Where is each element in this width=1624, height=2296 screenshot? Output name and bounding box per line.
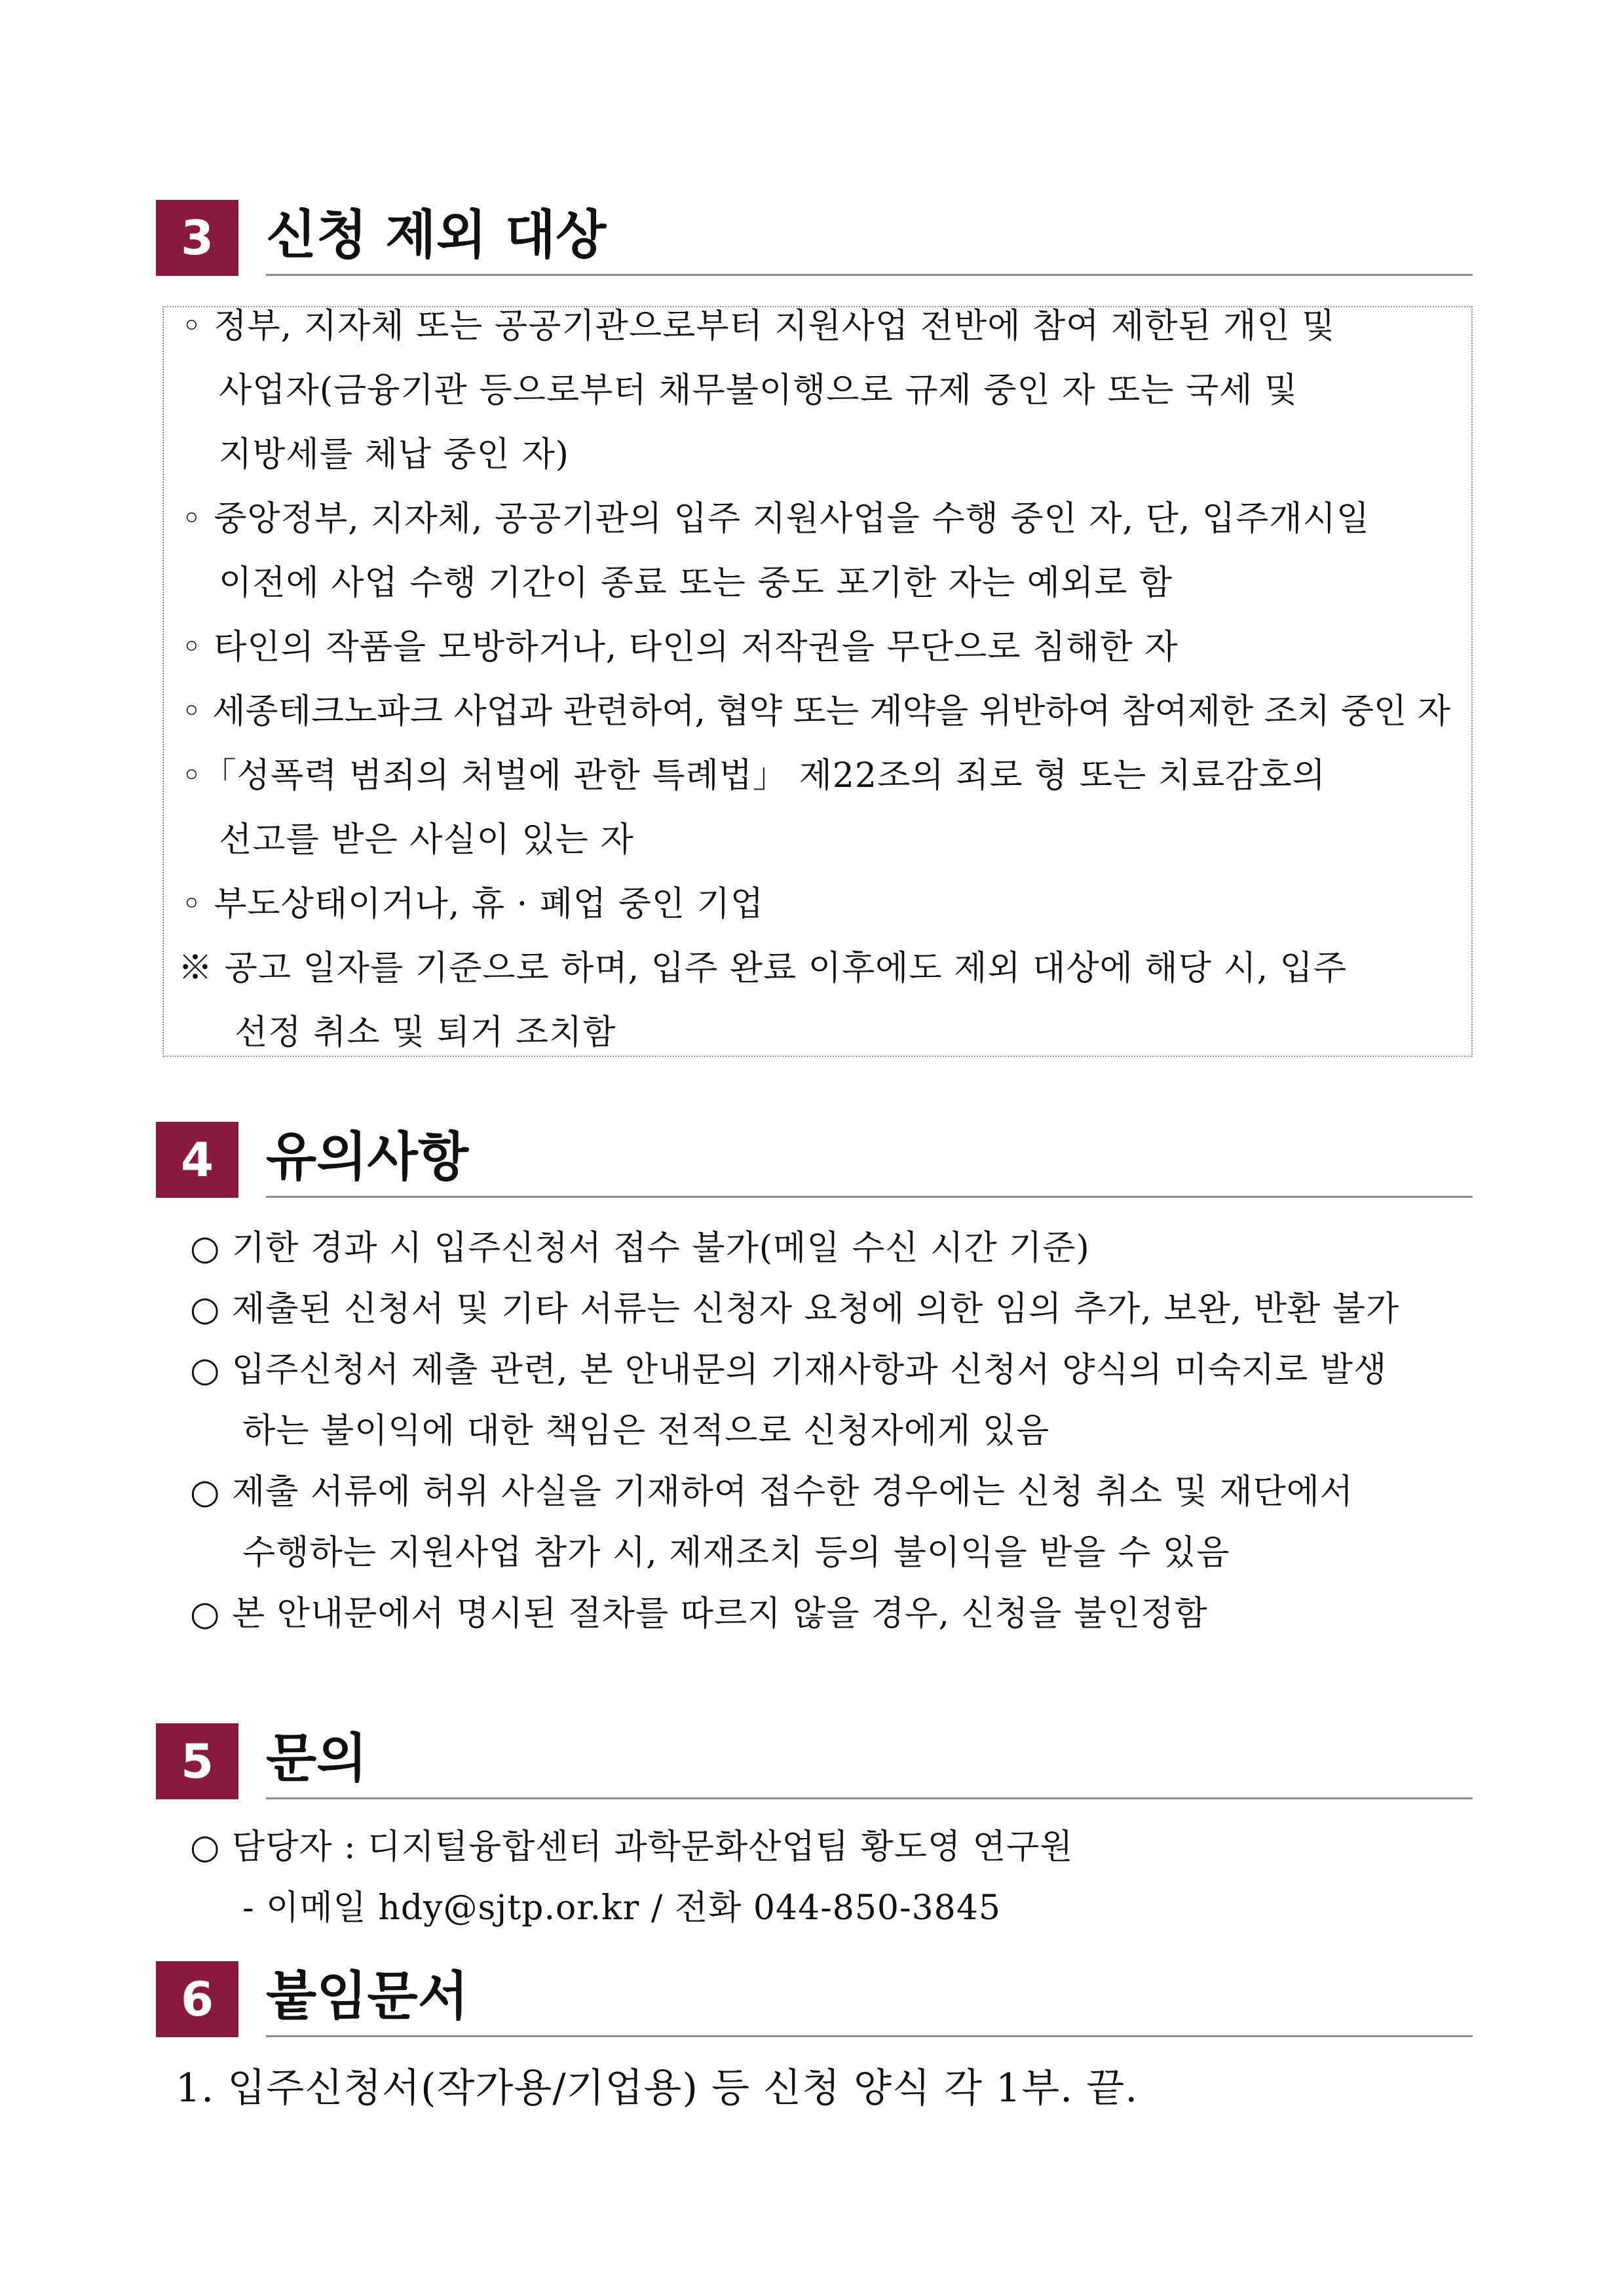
note-line: 하는 불이익에 대한 책임은 전적으로 신청자에게 있음 bbox=[242, 1411, 1050, 1451]
section-5-header bbox=[156, 1723, 1473, 1799]
note-line: 수행하는 지원사업 참가 시, 제재조치 등의 불이익을 받을 수 있음 bbox=[242, 1533, 1230, 1573]
exclusion-line: ◦ 부도상태이거나, 휴 · 폐업 중인 기업 bbox=[181, 885, 765, 924]
section-title: 붙임문서 bbox=[266, 1966, 469, 2027]
contact-details: - 이메일 hdy@sjtp.or.kr / 전화 044-850-3845 bbox=[242, 1888, 1001, 1928]
note-line: ○ 본 안내문에서 명시된 절차를 따르지 않을 경우, 신청을 불인정함 bbox=[190, 1594, 1208, 1634]
exclusion-line: ※ 공고 일자를 기준으로 하며, 입주 완료 이후에도 제외 대상에 해당 시, 입주 bbox=[178, 949, 1348, 988]
exclusion-line: 이전에 사업 수행 기간이 종료 또는 중도 포기한 자는 예외로 함 bbox=[219, 564, 1173, 603]
note-line: ○ 기한 경과 시 입주신청서 접수 불가(메일 수신 시간 기준) bbox=[190, 1229, 1090, 1268]
note-line: ○ 제출된 신청서 및 기타 서류는 신청자 요청에 의한 임의 추가, 보완, 반환 불가 bbox=[190, 1290, 1400, 1329]
section-number: 6 bbox=[156, 1961, 238, 2037]
section-divider bbox=[266, 1797, 1473, 1799]
section-title: 문의 bbox=[266, 1728, 368, 1789]
exclusion-line: 선정 취소 및 퇴거 조치함 bbox=[235, 1013, 616, 1052]
section-4-header bbox=[156, 1122, 1473, 1198]
exclusion-line: ◦ 중앙정부, 지자체, 공공기관의 입주 지원사업을 수행 중인 자, 단, 입주개시일 bbox=[181, 499, 1370, 539]
exclusion-line: 사업자(금융기관 등으로부터 채무불이행으로 규제 중인 자 또는 국세 및 bbox=[219, 371, 1298, 410]
section-3-header bbox=[156, 200, 1473, 276]
section-number: 3 bbox=[156, 200, 238, 276]
exclusion-box bbox=[162, 306, 1473, 1057]
section-6-header bbox=[156, 1961, 1473, 2037]
exclusion-line: 선고를 받은 사실이 있는 자 bbox=[219, 820, 634, 860]
section-divider bbox=[266, 1196, 1473, 1198]
section-title: 신청 제외 대상 bbox=[266, 204, 607, 265]
section-number: 4 bbox=[156, 1122, 238, 1198]
exclusion-line: 지방세를 체납 중인 자) bbox=[219, 435, 569, 474]
exclusion-line: ◦ 세종테크노파크 사업과 관련하여, 협약 또는 계약을 위반하여 참여제한 조치 중인 자 bbox=[181, 692, 1450, 731]
exclusion-line: ◦「성폭력 범죄의 처벌에 관한 특례법」 제22조의 죄로 형 또는 치료감호의 bbox=[181, 756, 1326, 795]
section-title: 유의사항 bbox=[266, 1126, 469, 1187]
exclusion-line: ◦ 정부, 지자체 또는 공공기관으로부터 지원사업 전반에 참여 제한된 개인 및 bbox=[181, 307, 1336, 346]
attachment-item: 1. 입주신청서(작가용/기업용) 등 신청 양식 각 1부. 끝. bbox=[176, 2065, 1139, 2111]
note-line: ○ 입주신청서 제출 관련, 본 안내문의 기재사항과 신청서 양식의 미숙지로 발생 bbox=[190, 1350, 1388, 1390]
exclusion-line: ◦ 타인의 작품을 모방하거나, 타인의 저작권을 무단으로 침해한 자 bbox=[181, 628, 1179, 667]
section-divider bbox=[266, 274, 1473, 276]
contact-person: ○ 담당자 : 디지털융합센터 과학문화산업팀 황도영 연구원 bbox=[190, 1827, 1074, 1867]
section-divider bbox=[266, 2035, 1473, 2037]
note-line: ○ 제출 서류에 허위 사실을 기재하여 접수한 경우에는 신청 취소 및 재단에서 bbox=[190, 1472, 1354, 1512]
section-number: 5 bbox=[156, 1723, 238, 1799]
